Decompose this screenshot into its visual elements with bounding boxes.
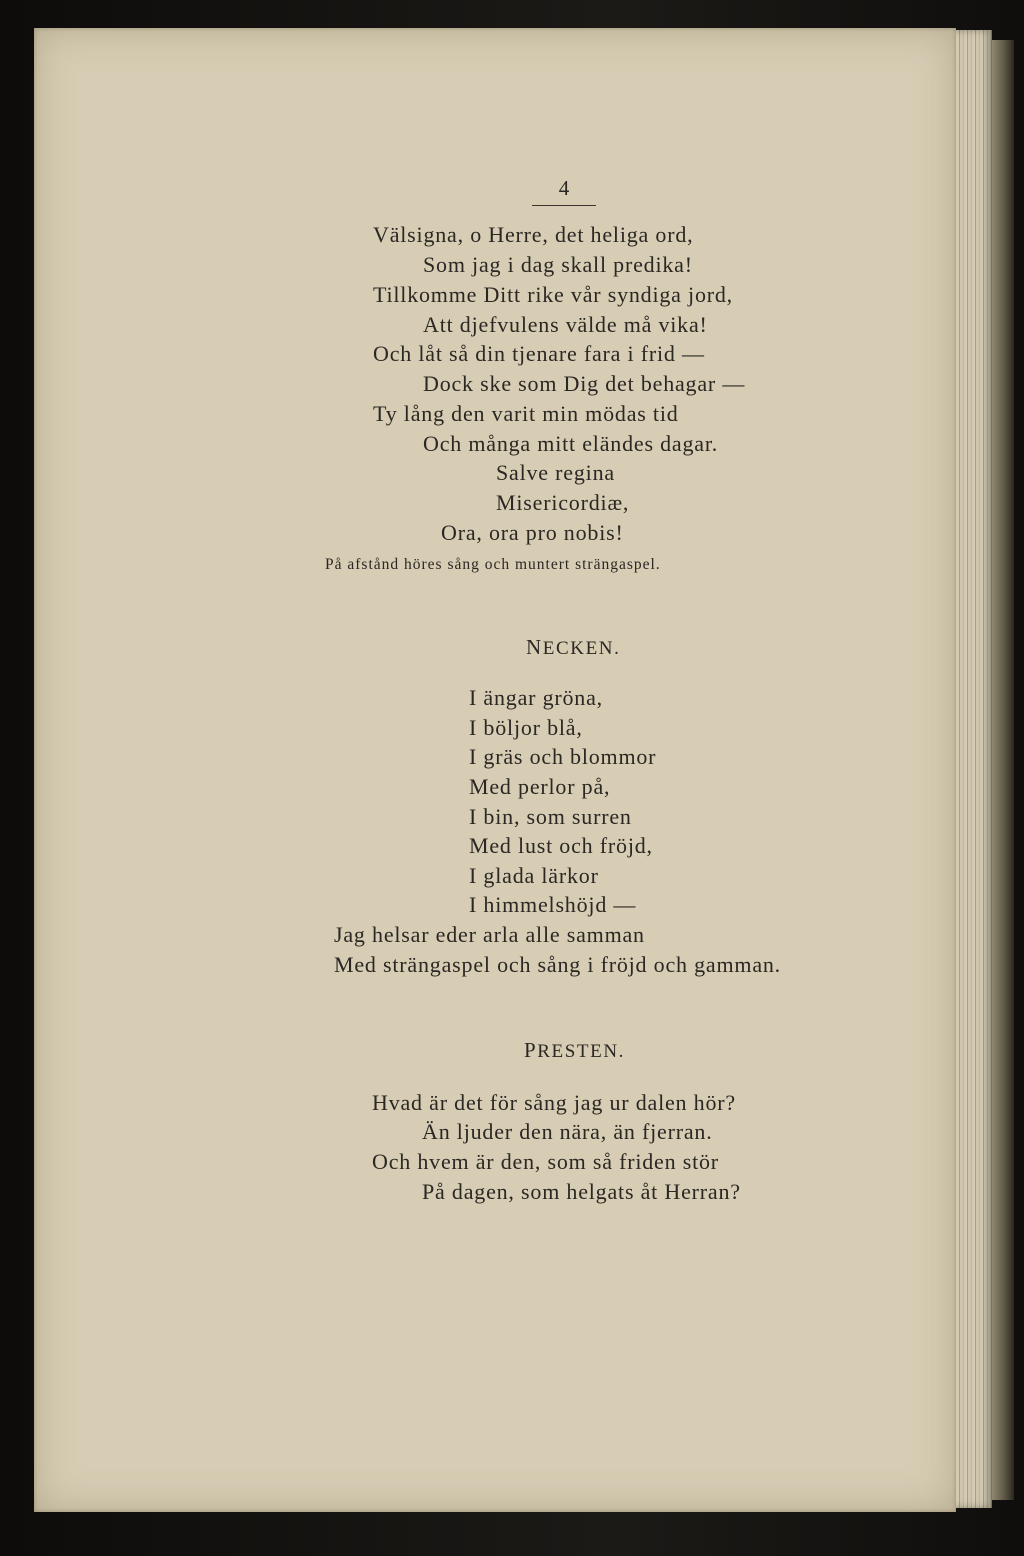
speaker-initial: N bbox=[526, 635, 543, 659]
verse-line: På dagen, som helgats åt Herran? bbox=[422, 1179, 741, 1204]
speaker-heading-presten bbox=[524, 1040, 625, 1061]
verse-line: I himmelshöjd — bbox=[469, 892, 637, 917]
stacked-page-edges bbox=[952, 30, 992, 1508]
verse-line: Salve regina bbox=[496, 460, 615, 485]
verse-line: Misericordiæ, bbox=[496, 490, 630, 515]
speaker-heading-necken bbox=[526, 637, 620, 658]
verse-line: Hvad är det för sång jag ur dalen hör? bbox=[372, 1090, 736, 1115]
verse-line: Än ljuder den nära, än fjerran. bbox=[422, 1119, 713, 1144]
verse-line: Och låt så din tjenare fara i frid — bbox=[373, 341, 705, 366]
verse-line: Och många mitt eländes dagar. bbox=[423, 431, 719, 456]
book-page bbox=[34, 28, 956, 1512]
speaker-initial: P bbox=[524, 1038, 538, 1062]
verse-line: Tillkomme Ditt rike vår syndiga jord, bbox=[373, 282, 733, 307]
speaker-rest: ECKEN. bbox=[542, 638, 621, 659]
verse-line: I böljor blå, bbox=[469, 715, 583, 740]
verse-line: Ora, ora pro nobis! bbox=[441, 520, 624, 545]
page-number: 4 bbox=[532, 176, 596, 206]
speaker-rest: RESTEN. bbox=[537, 1041, 626, 1062]
verse-line: Välsigna, o Herre, det heliga ord, bbox=[373, 222, 694, 247]
verse-line: I ängar gröna, bbox=[469, 685, 603, 710]
verse-line: Och hvem är den, som så friden stör bbox=[372, 1149, 719, 1174]
verse-line: Med strängaspel och sång i fröjd och gamman. bbox=[334, 952, 781, 977]
verse-line: Dock ske som Dig det behagar — bbox=[423, 371, 746, 396]
verse-line: Jag helsar eder arla alle samman bbox=[334, 922, 645, 947]
verse-line: Med perlor på, bbox=[469, 774, 611, 799]
verse-line: Som jag i dag skall predika! bbox=[423, 252, 693, 277]
verse-line: I glada lärkor bbox=[469, 863, 599, 888]
verse-line: I bin, som surren bbox=[469, 804, 632, 829]
verse-line: I gräs och blommor bbox=[469, 744, 657, 769]
verse-line: Att djefvulens välde må vika! bbox=[423, 312, 708, 337]
verse-line: Med lust och fröjd, bbox=[469, 833, 653, 858]
book-spine-edge bbox=[992, 40, 1014, 1500]
stage-direction: På afstånd höres sång och muntert strängaspel. bbox=[325, 556, 661, 573]
verse-line: Ty lång den varit min mödas tid bbox=[373, 401, 679, 426]
